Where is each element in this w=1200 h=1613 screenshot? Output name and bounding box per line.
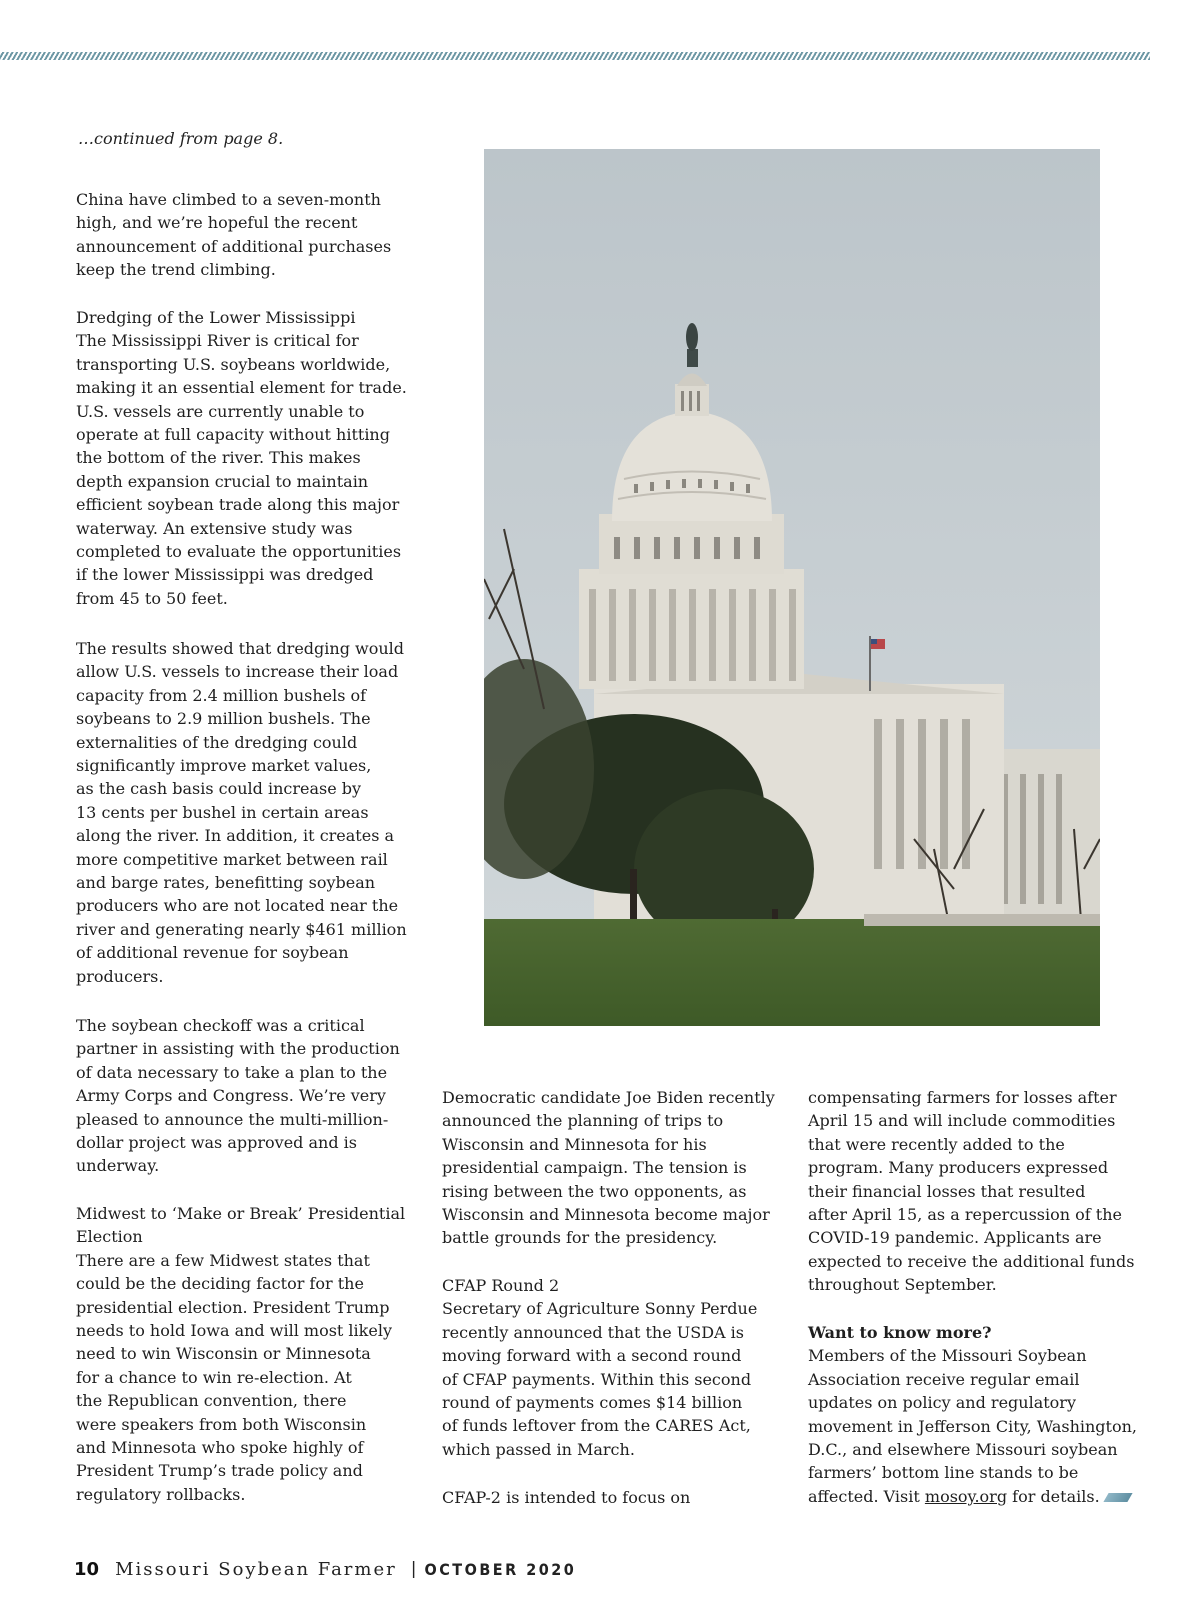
details-text: for details. [1007, 1486, 1100, 1506]
middle-paragraph-2: CFAP Round 2 Secretary of Agriculture Sonny Perdue recently announced that the USDA is moving forward with a second round of CFAP payments. Within this second round of payments comes $14 billion of funds leftover from the CARES Act, which passed in March. [442, 1276, 758, 1459]
membership-text: Members of the Missouri Soybean Association receive regular email updates on policy and regulatory movement in Jefferson City, Washington, D.C., and elsewhere Missouri soybean farmers’ bottom line stands to be affected. Visit [808, 1346, 1137, 1506]
top-decorative-rule [0, 52, 1150, 60]
right-paragraph-1: compensating farmers for losses after April 15 and will include commodities that were recently added to the program. Many producers expressed their financial losses that resulted after April 15, as a repercussion of the COVID-19 pandemic. Applicants are expected to receive the additional funds throughout September. [808, 1088, 1135, 1295]
continued-note: …continued from page 8. [78, 129, 284, 148]
footer-separator: | [410, 1559, 417, 1579]
page-number: 10 [74, 1558, 100, 1580]
left-paragraph-3: The results showed that dredging would allow U.S. vessels to increase their load capacity from 2.4 million bushels of soybeans to 2.9 million bushels. The externalities of the dredging could significantly improve market values, as the cash basis could increase by 13 cents per bushel in certain areas along the river. In addition, it creates a more competitive market between rail and barge rates, benefitting soybean producers who are not located near the river and generating nearly $461 million of additional revenue for soybean producers. [76, 639, 407, 986]
publication-name: Missouri Soybean Farmer [115, 1558, 397, 1580]
left-paragraph-2: Dredging of the Lower Mississippi The Mississippi River is critical for transporting U.S. soybeans worldwide, making it an essential element for trade. U.S. vessels are currently unable to operate at full capacity without hitting the bottom of the river. This makes depth expansion crucial to maintain efficient soybean trade along this major waterway. An extensive study was completed to evaluate the opportunities if the lower Mississippi was dredged from 45 to 50 feet. [76, 308, 407, 608]
left-paragraph-5: Midwest to ‘Make or Break’ Presidential Election There are a few Midwest states that could be the deciding factor for the presidential election. President Trump needs to hold Iowa and will most likely need to win Wisconsin or Minnesota for a chance to win re-election. At the Republican convention, there were speakers from both Wisconsin and Minnesota who spoke highly of President Trump’s trade policy and regulatory rollbacks. [76, 1204, 406, 1504]
right-paragraph-2 [808, 1321, 1137, 1508]
want-to-know-more-heading: Want to know more? [808, 1323, 992, 1342]
mosoy-link[interactable]: mosoy.org [924, 1486, 1008, 1506]
left-paragraph-1: China have climbed to a seven-month high, and we’re hopeful the recent announcement of additional purchases keep the trend climbing. [76, 190, 392, 280]
left-paragraph-4: The soybean checkoff was a critical partner in assisting with the production of data necessary to take a plan to the Army Corps and Congress. We’re very pleased to announce the multi-million- dollar project was approved and is underway. [76, 1016, 400, 1176]
page-footer [74, 1556, 576, 1582]
capitol-photo [484, 149, 1100, 1026]
issue-date: OCTOBER 2020 [424, 1559, 577, 1579]
middle-paragraph-3: CFAP-2 is intended to focus on [442, 1488, 691, 1507]
middle-paragraph-1: Democratic candidate Joe Biden recently announced the planning of trips to Wisconsin and Minnesota for his presidential campaign. The tension is rising between the two opponents, as Wisconsin and Minnesota become major battle grounds for the presidency. [442, 1088, 775, 1248]
end-of-article-mark [1103, 1493, 1132, 1502]
